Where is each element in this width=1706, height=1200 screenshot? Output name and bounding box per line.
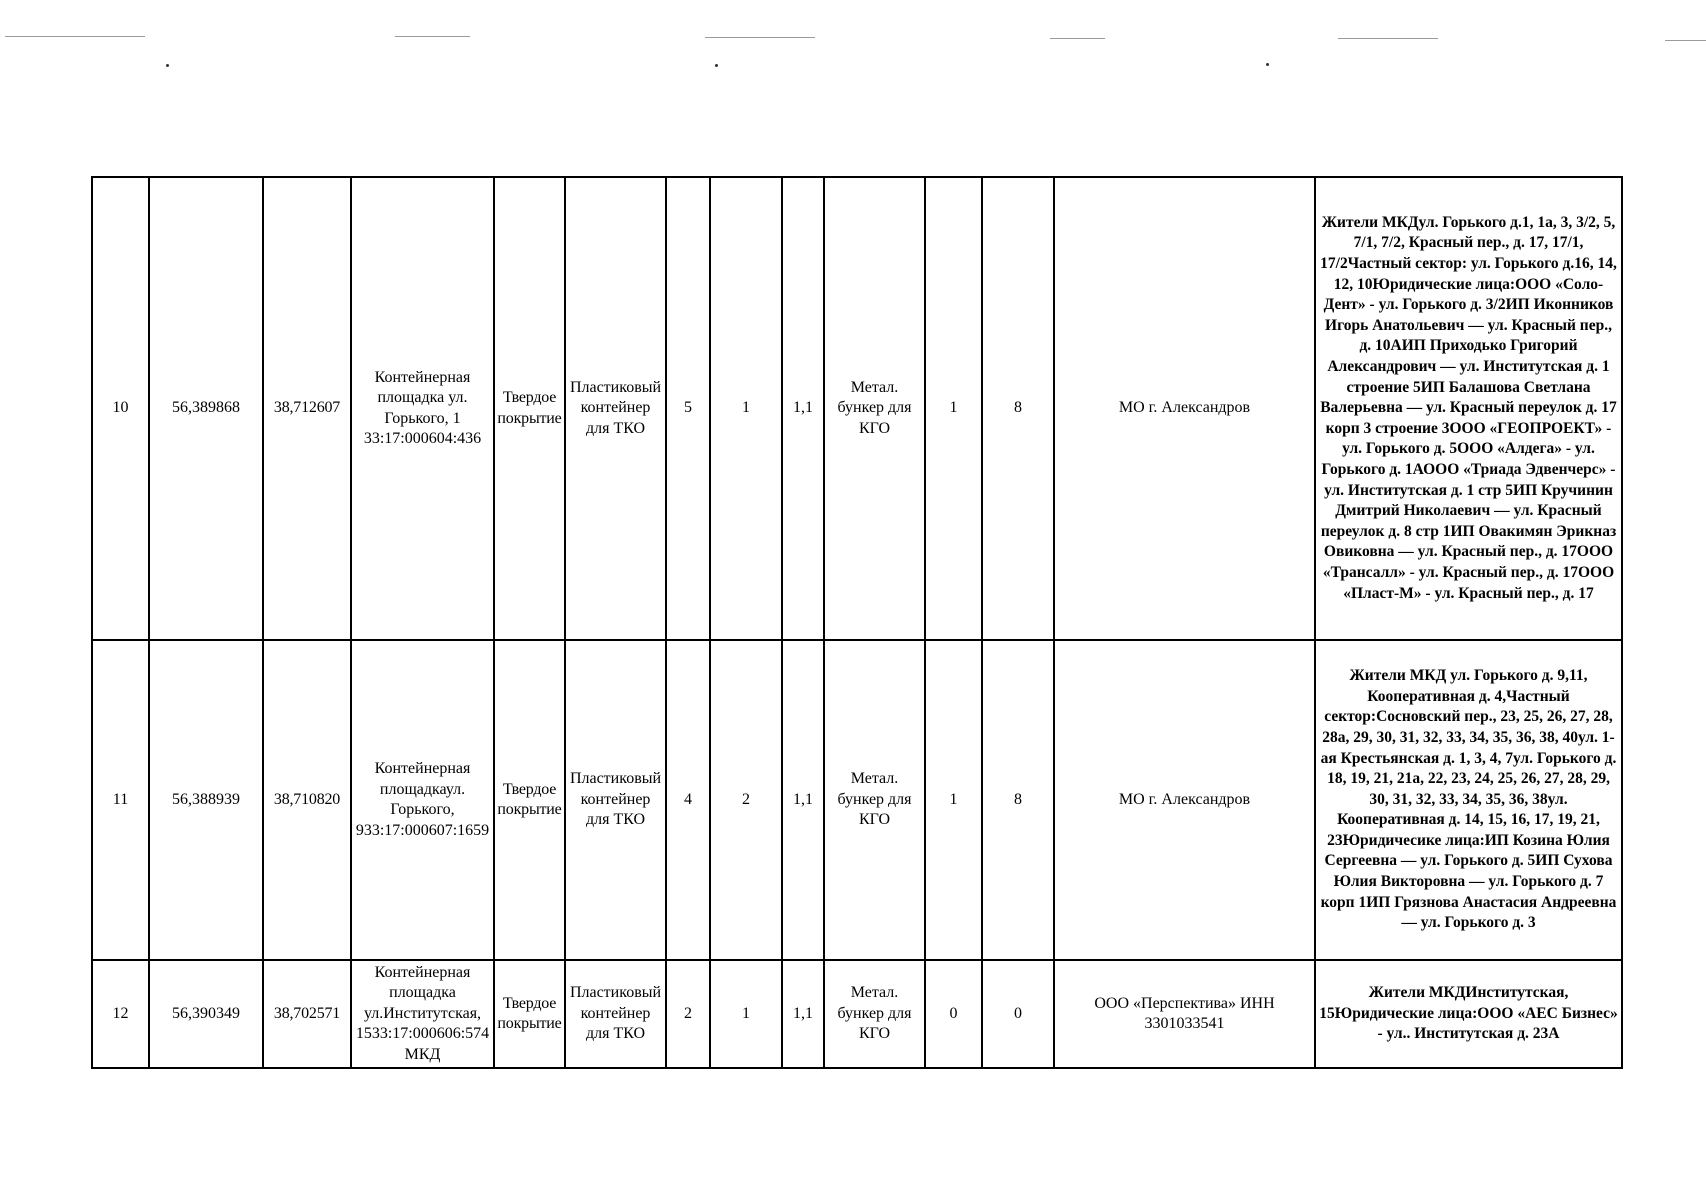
owner-cell: МО г. Александров: [1054, 640, 1315, 960]
table-row: [92, 960, 1622, 1068]
container-type-cell: Пластиковыйконтейнер для ТКО: [565, 640, 666, 960]
container-count-existing-cell: 1: [710, 960, 782, 1068]
container-count-planned-cell: 2: [666, 960, 710, 1068]
kgo-count-cell: 1: [925, 177, 982, 640]
kgo-count-cell: 1: [925, 640, 982, 960]
container-type-cell: Пластиковый контейнер для ТКО: [565, 177, 666, 640]
table-row: [92, 640, 1622, 960]
site-address-cell: Контейнерная площадка ул.Институтская, 1533:17:000606:574 МКД: [351, 960, 494, 1068]
scan-artifact-line: [1665, 40, 1706, 41]
container-count-planned-cell: 5: [666, 177, 710, 640]
kgo-volume-cell: 8: [982, 177, 1054, 640]
longitude-cell: 38,702571: [263, 960, 351, 1068]
scan-artifact-dot: [715, 64, 718, 67]
waste-producers-cell: Жители МКДИнститутская, 15Юридические лица:ООО «АЕС Бизнес» - ул.. Институтская д. 23А: [1315, 960, 1622, 1068]
kgo-count-cell: 0: [925, 960, 982, 1068]
longitude-cell: 38,712607: [263, 177, 351, 640]
owner-cell: МО г. Александров: [1054, 177, 1315, 640]
site-address-cell: Контейнерная площадкаул. Горького, 933:17:000607:1659: [351, 640, 494, 960]
container-volume-cell: 1,1: [782, 960, 824, 1068]
row-number: 12: [92, 960, 149, 1068]
scan-artifact-dot: [166, 64, 169, 67]
latitude-cell: 56,389868: [149, 177, 263, 640]
scan-artifact-dot: [1266, 63, 1269, 66]
scan-artifact-line: [5, 36, 145, 37]
container-count-planned-cell: 4: [666, 640, 710, 960]
scan-artifact-line: [705, 37, 815, 38]
latitude-cell: 56,390349: [149, 960, 263, 1068]
container-count-existing-cell: 2: [710, 640, 782, 960]
scan-artifact-line: [395, 36, 470, 37]
container-volume-cell: 1,1: [782, 177, 824, 640]
longitude-cell: 38,710820: [263, 640, 351, 960]
site-address-cell: Контейнерная площадка ул. Горького, 1 33:17:000604:436: [351, 177, 494, 640]
surface-cell: Твердое покрытие: [494, 960, 565, 1068]
kgo-volume-cell: 8: [982, 640, 1054, 960]
owner-cell: ООО «Перспектива» ИНН 3301033541: [1054, 960, 1315, 1068]
container-volume-cell: 1,1: [782, 640, 824, 960]
waste-producers-cell: Жители МКДул. Горького д.1, 1а, 3, 3/2, 5, 7/1, 7/2, Красный пер., д. 17, 17/1, 17/2Частный сектор: ул. Горького д.16, 14, 12, 10Юридические лица:ООО «Соло-Дент» - ул. Горького д. 3/2ИП Иконников Игорь Анатольевич — ул. Красный пер., д. 10АИП Приходько Григорий Александрович — ул. Институтская д. 1 строение 5ИП Балашова Светлана Валерьевна — ул. Красный переулок д. 17 корп 3 строение 3ООО «ГЕОПРОЕКТ» - ул. Горького д. 5ООО «Алдега» - ул. Горького д. 1АООО «Триада Эдвенчерс» - ул. Институтская д. 1 стр 5ИП Кручинин Дмитрий Николаевич — ул. Красный переулок д. 8 стр 1ИП Овакимян Эрикназ Овиковна — ул. Красный пер., д. 17ООО «Трансалл» - ул. Красный пер., д. 17ООО «Пласт-М» - ул. Красный пер., д. 17: [1315, 177, 1622, 640]
container-count-existing-cell: 1: [710, 177, 782, 640]
kgo-bunker-cell: Метал. бункер для КГО: [824, 960, 925, 1068]
table-row: [92, 177, 1622, 640]
kgo-volume-cell: 0: [982, 960, 1054, 1068]
latitude-cell: 56,388939: [149, 640, 263, 960]
kgo-bunker-cell: Метал. бункер для КГО: [824, 640, 925, 960]
container-type-cell: Пластиковыйконтейнер для ТКО: [565, 960, 666, 1068]
row-number: 11: [92, 640, 149, 960]
surface-cell: Твердое покрытие: [494, 640, 565, 960]
registry-table: [91, 176, 1623, 1069]
scan-artifact-line: [1050, 38, 1105, 39]
waste-producers-cell: Жители МКД ул. Горького д. 9,11, Кооперативная д. 4,Частный сектор:Сосновский пер., 23, 25, 26, 27, 28, 28а, 29, 30, 31, 32, 33, 34, 35, 36, 38, 40ул. 1-ая Крестьянская д. 1, 3, 4, 7ул. Горького д. 18, 19, 21, 21а, 22, 23, 24, 25, 26, 27, 28, 29, 30, 31, 32, 33, 34, 35, 36, 38ул. Кооперативная д. 14, 15, 16, 17, 19, 21, 23Юридичесике лица:ИП Козина Юлия Сергеевна — ул. Горького д. 5ИП Сухова Юлия Викторовна — ул. Горького д. 7 корп 1ИП Грязнова Анастасия Андреевна — ул. Горького д. 3: [1315, 640, 1622, 960]
surface-cell: Твердое покрытие: [494, 177, 565, 640]
kgo-bunker-cell: Метал. бункер для КГО: [824, 177, 925, 640]
row-number: 10: [92, 177, 149, 640]
scan-artifact-line: [1338, 38, 1438, 39]
